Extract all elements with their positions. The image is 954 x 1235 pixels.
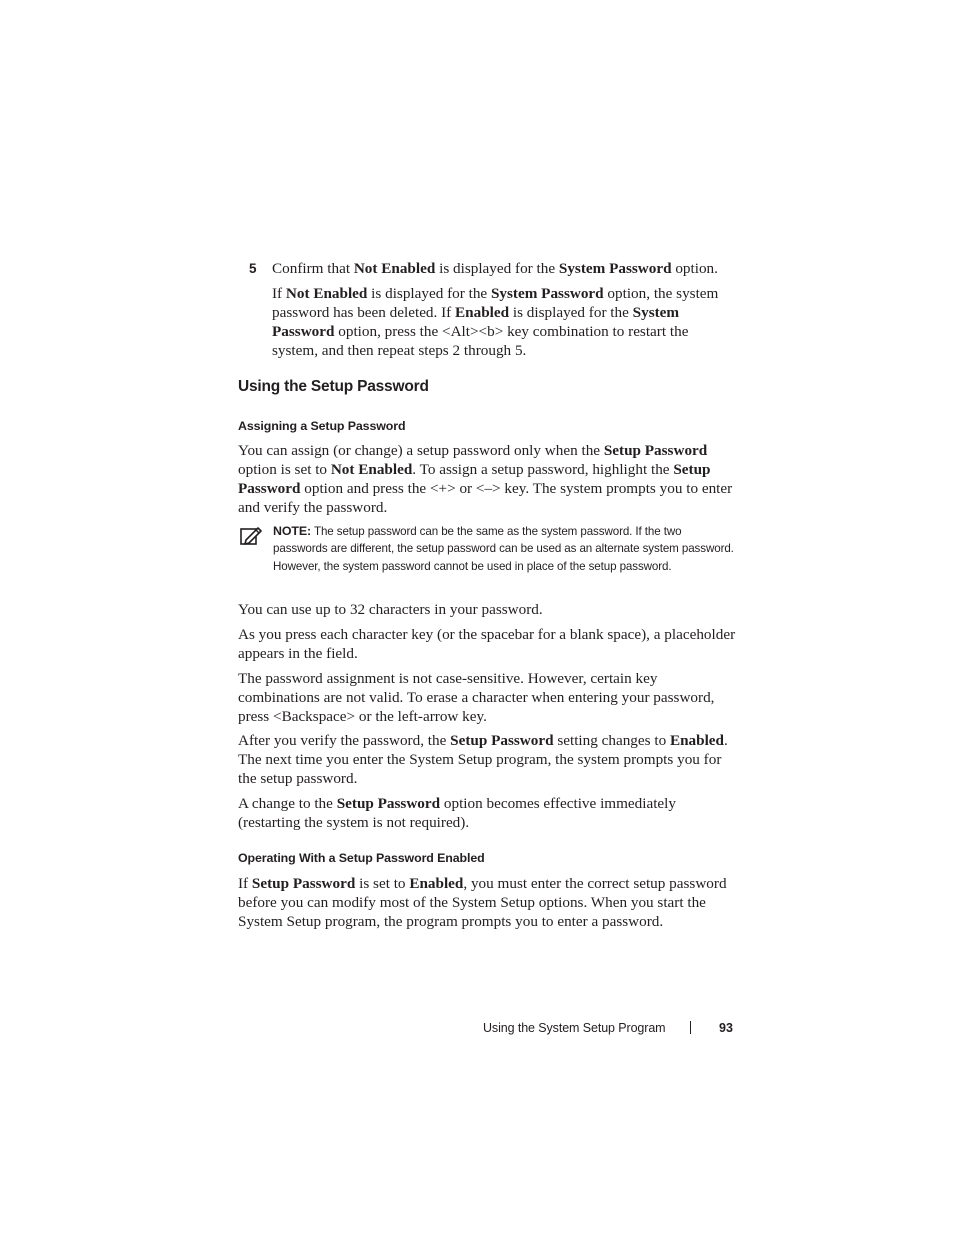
step-explanation: If Not Enabled is displayed for the System Password option, the system password has been deleted. If Enabled is displayed for the System Password option, press the <Alt><b> key combination to restart the system, and then repeat steps 2 through 5. xyxy=(272,285,719,359)
assigning-paragraph-5: After you verify the password, the Setup Password setting changes to Enabled. The next time you enter the System Setup program, the system prompts you for the setup password. xyxy=(238,732,728,787)
step-body xyxy=(272,259,738,366)
assigning-paragraph-2: You can use up to 32 characters in your password. xyxy=(238,601,543,618)
operating-paragraph: If Setup Password is set to Enabled, you must enter the correct setup password before you can modify most of the System Setup options. When you start the System Setup program, the program prompts you to enter a password. xyxy=(238,875,727,930)
note-body: The setup password can be the same as the system password. If the two passwords are different, the setup password can be used as an alternate system password. However, the system password cannot be used in place of the setup password. xyxy=(273,525,734,573)
note-pencil-icon xyxy=(240,526,262,546)
subsection-heading-operating: Operating With a Setup Password Enabled xyxy=(238,851,485,865)
note-label: NOTE: xyxy=(273,524,312,538)
subsection-heading-assigning: Assigning a Setup Password xyxy=(238,419,406,433)
section-heading: Using the Setup Password xyxy=(238,378,429,395)
page-footer xyxy=(483,1019,738,1037)
step-number: 5 xyxy=(249,261,257,276)
assigning-paragraph-1: You can assign (or change) a setup password only when the Setup Password option is set to Not Enabled. To assign a setup password, highlight the Setup Password option and press the <+> or <–> key. The system prompts you to enter and verify the password. xyxy=(238,442,733,516)
note-box xyxy=(238,523,738,595)
footer-divider xyxy=(690,1021,691,1034)
assigning-paragraph-3: As you press each character key (or the spacebar for a blank space), a placeholder appears in the field. xyxy=(238,626,736,662)
assigning-paragraph-4: The password assignment is not case-sensitive. However, certain key combinations are not valid. To erase a character when entering your password, press <Backspace> or the left-arrow key. xyxy=(238,670,715,725)
page-number: 93 xyxy=(719,1021,733,1035)
assigning-paragraph-6: A change to the Setup Password option becomes effective immediately (restarting the system is not required). xyxy=(238,795,676,831)
footer-chapter-title: Using the System Setup Program xyxy=(483,1021,666,1035)
note-text xyxy=(273,523,738,575)
step-instruction: Confirm that Not Enabled is displayed for the System Password option. xyxy=(272,260,718,277)
